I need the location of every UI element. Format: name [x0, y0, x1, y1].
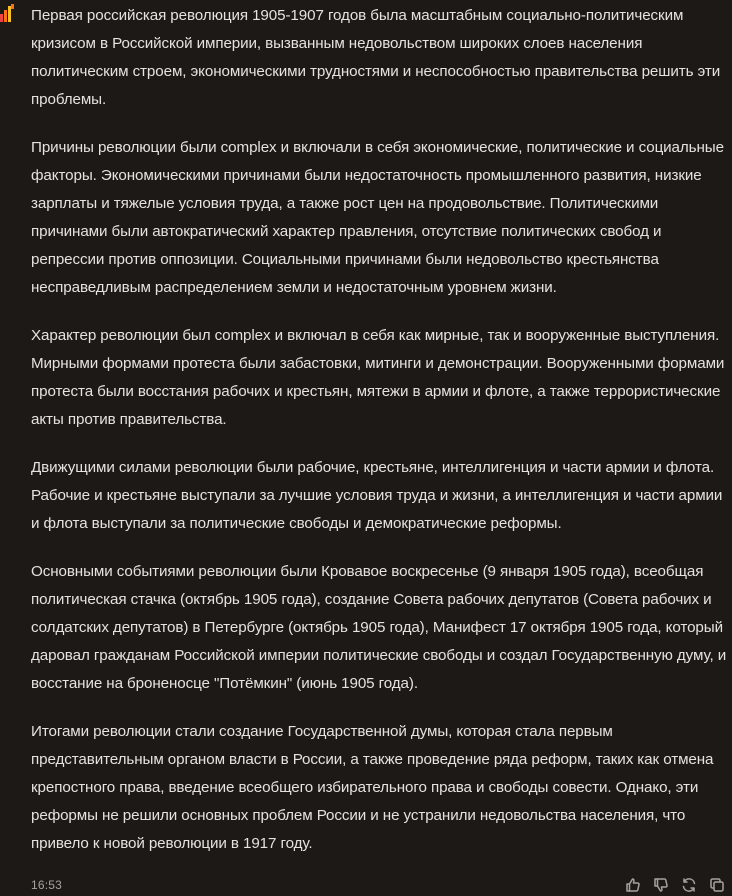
assistant-message [31, 2, 729, 878]
message-paragraph: Итогами революции стали создание Государственной думы, которая стала первым представительным органом власти в России, а также проведение ряда реформ, таких как отмена крепостного права, введение всеобщего избирательного права и свободы совести. Однако, эти реформы не решили основных проблем России и не устранили недовольства населения, что привело к новой революции в 1917 году. [31, 723, 714, 852]
assistant-avatar [0, 4, 14, 22]
dislike-button[interactable] [652, 876, 670, 894]
message-actions [624, 876, 726, 894]
regenerate-button[interactable] [680, 876, 698, 894]
message-paragraph: Основными событиями революции были Кровавое воскресенье (9 января 1905 года), всеобщая политическая стачка (октябрь 1905 года), создание Совета рабочих депутатов (Совета рабочих и солдатских депутатов) в Петербурге (октябрь 1905 года), Манифест 17 октября 1905 года, который даровал гражданам Российской империи политические свободы и создал Государственную думу, и восстание на броненосце "Потёмкин" (июнь 1905 года). [31, 563, 727, 692]
message-paragraph: Первая российская революция 1905-1907 годов была масштабным социально-политическим кризисом в Российской империи, вызванным недовольством широких слоев населения политическим строем, экономическими трудностями и неспособностью правительства решить эти проблемы. [31, 7, 721, 108]
message-paragraph: Причины революции были complex и включали в себя экономические, политические и социальные факторы. Экономическими причинами были недостаточность промышленного развития, низкие зарплаты и тяжелые условия труда, а также рост цен на продовольствие. Политическими причинами были автократический характер правления, отсутствие политических свобод и репрессии против оппозиции. Социальными причинами были недовольство крестьянства несправедливым распределением земли и недостаточным уровнем жизни. [31, 139, 724, 296]
copy-icon [709, 877, 725, 893]
message-footer [31, 874, 726, 896]
message-paragraph: Движущими силами революции были рабочие, крестьяне, интеллигенция и части армии и флота. Рабочие и крестьяне выступали за лучшие условия труда и жизни, а интеллигенция и части армии и флота выступали за политические свободы и демократические реформы. [31, 459, 723, 532]
like-button[interactable] [624, 876, 642, 894]
bar-logo-icon [0, 4, 14, 22]
copy-button[interactable] [708, 876, 726, 894]
thumbs-up-icon [625, 877, 641, 893]
thumbs-down-icon [653, 877, 669, 893]
regenerate-icon [681, 877, 697, 893]
message-timestamp: 16:53 [31, 878, 63, 892]
message-paragraph: Характер революции был complex и включал в себя как мирные, так и вооруженные выступления. Мирными формами протеста были забастовки, митинги и демонстрации. Вооруженными формами протеста были восстания рабочих и крестьян, мятежи в армии и флоте, а также террористические акты против правительства. [31, 327, 725, 428]
